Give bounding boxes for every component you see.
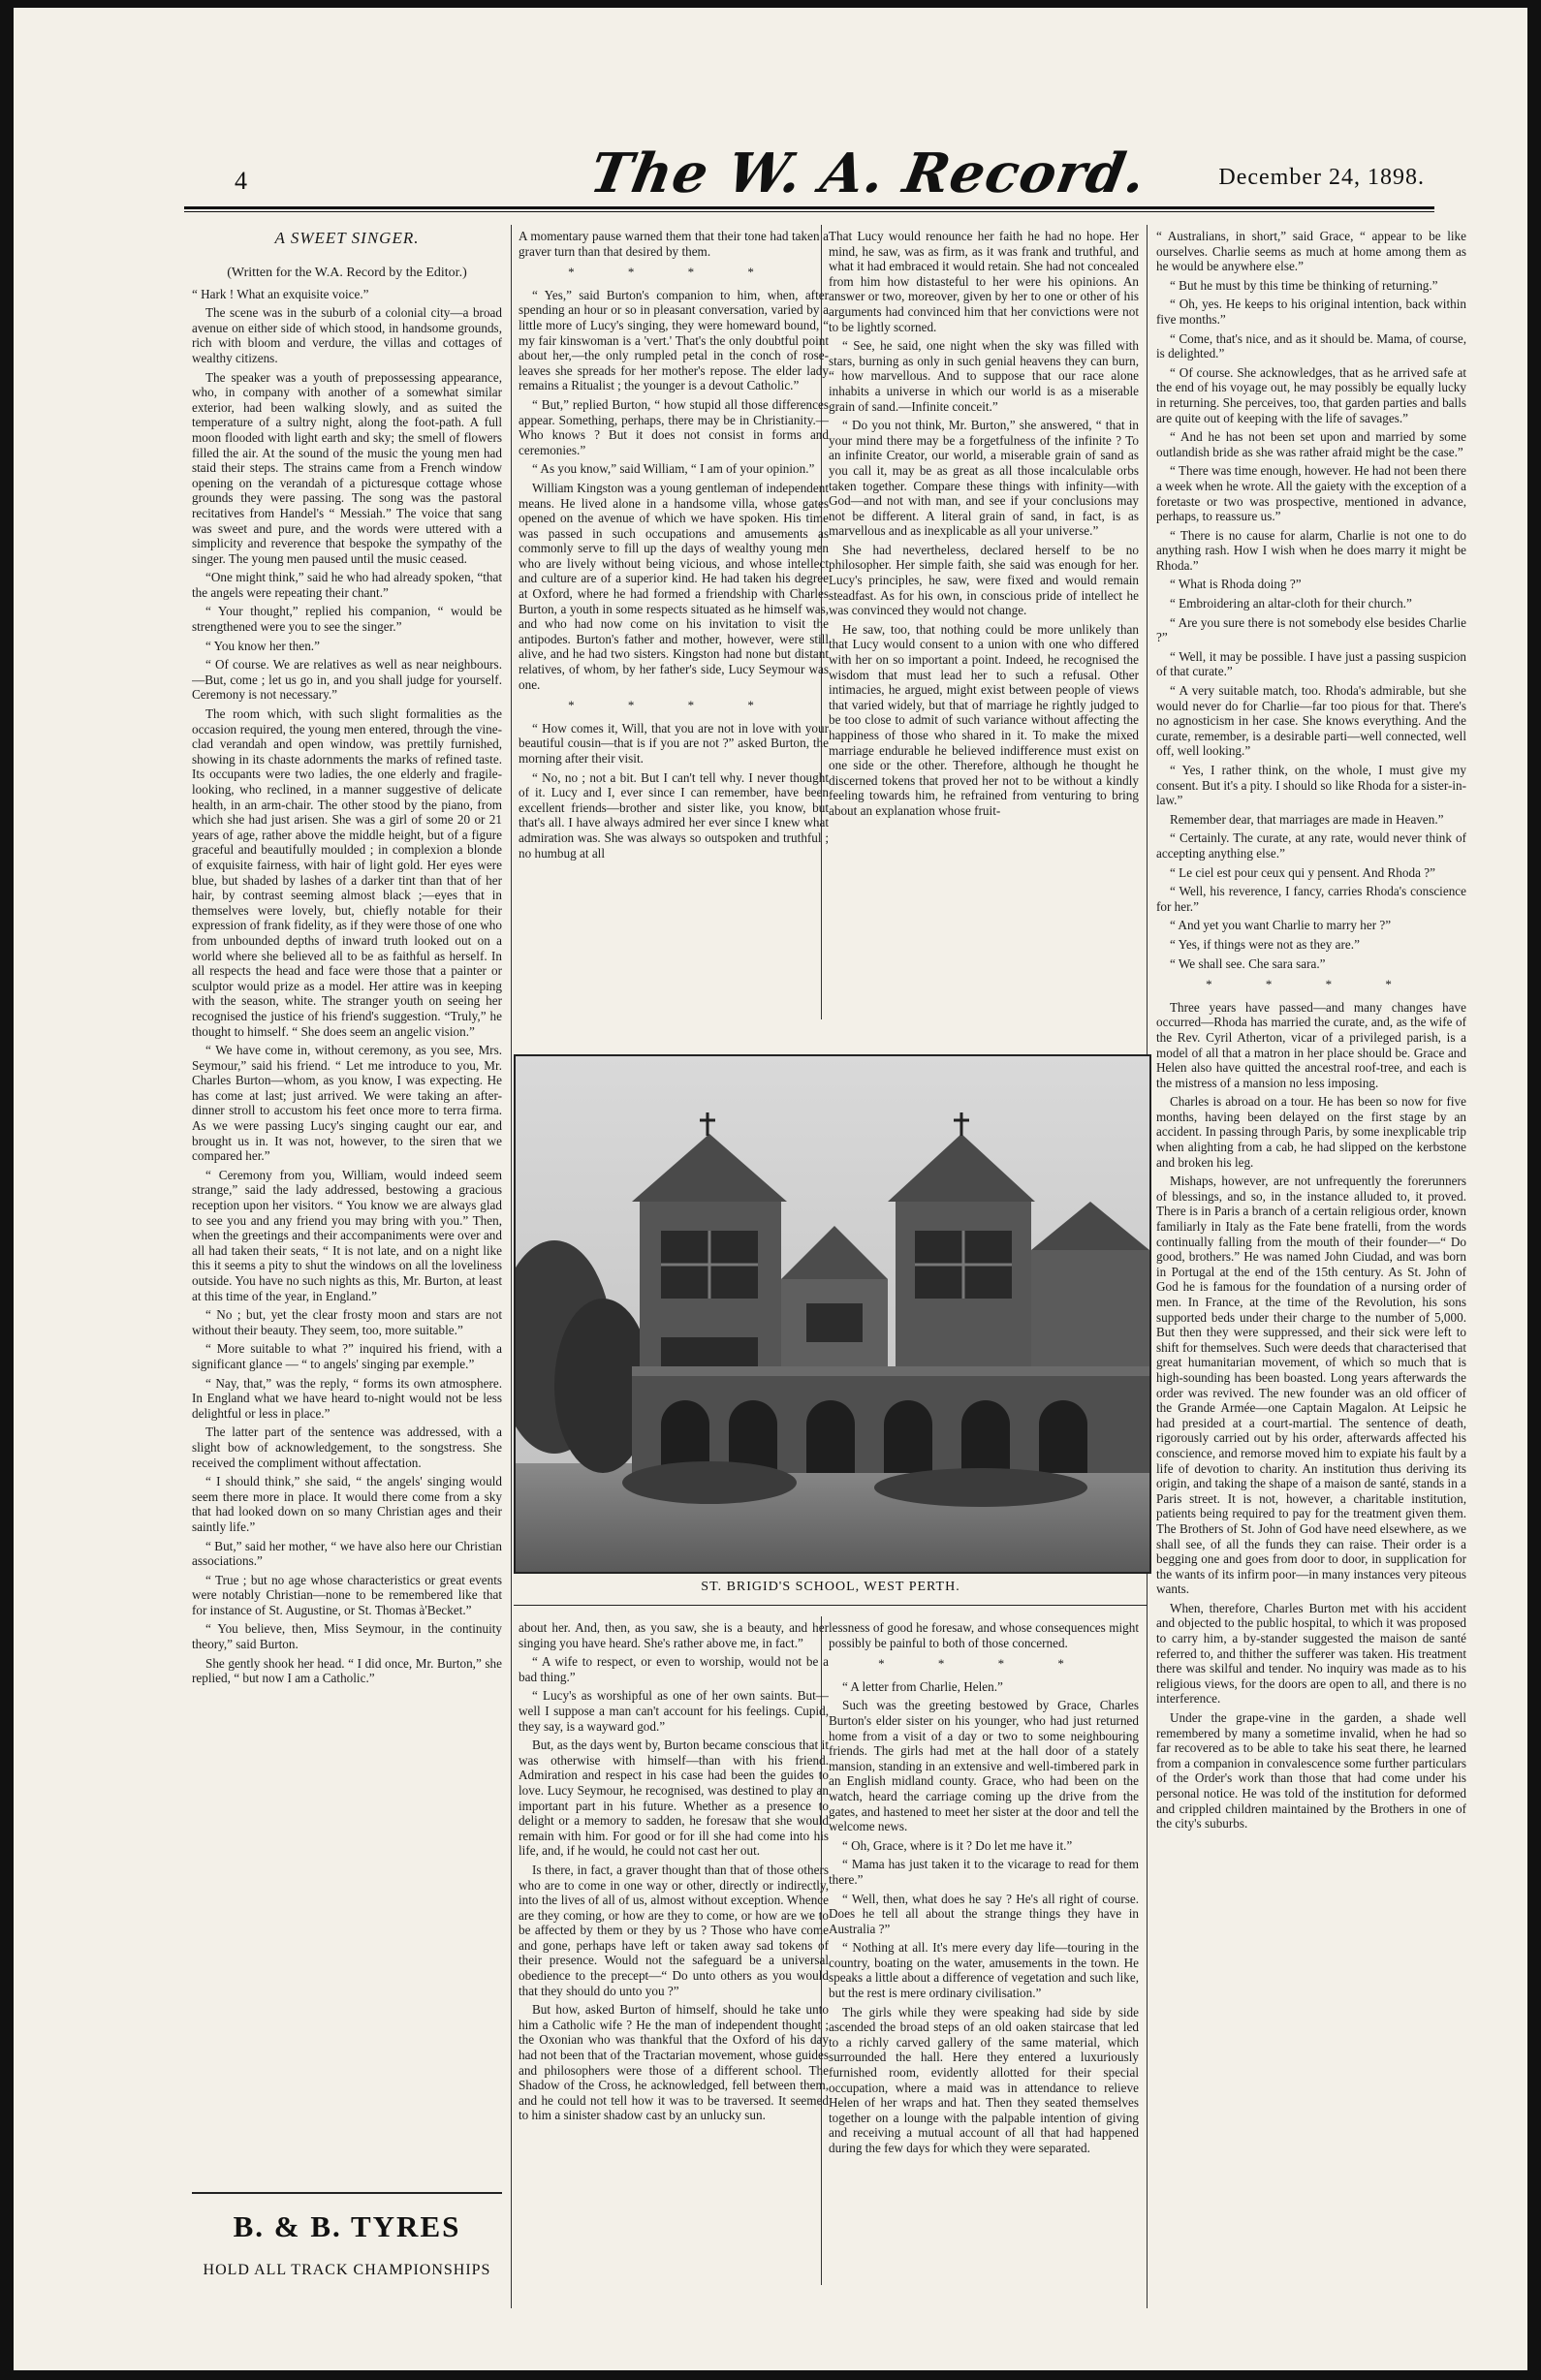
paragraph: “ Your thought,” replied his companion, “ would be strengthened were you to see the singer.” [192,604,502,635]
column-rule [511,225,512,2308]
paragraph: The latter part of the sentence was addressed, with a slight bow of acknowledgement, to the songstress. She received the compliment without affectation. [192,1425,502,1470]
paragraph: “ You know her then.” [205,638,320,653]
paragraph: “ But he must by this time be thinking of returning.” [1170,277,1438,293]
column-4 [1156,229,1466,2302]
paragraph: “ Certainly. The curate, at any rate, would never think of accepting anything else.” [1156,830,1466,861]
scan-border-left [0,0,14,2380]
paragraph: “ Well, then, what does he say ? He's all right of course. Does he tell all about the strange things they have in Australia ?” [829,1891,1139,1936]
paragraph: “ Australians, in short,” said Grace, “ appear to be like ourselves. Charlie seems as much at home among them as he would be anywhere else.” [1156,229,1466,274]
paragraph: Charles is abroad on a tour. He has been so now for five months, having been delayed on the first stage by an accident. In passing through Paris, by some inexplicable trip when alighting from a cab, he had slipped on the kerbstone and broken his leg. [1156,1094,1466,1170]
paragraph: “ As you know,” said William, “ I am of your opinion.” [532,461,815,477]
paragraph: “ No ; but, yet the clear frosty moon and stars are not without their beauty. They seem, too, more suitable.” [192,1307,502,1337]
masthead-rule [184,206,1434,209]
paragraph: lessness of good he foresaw, and whose consequences might possibly be painful to both of those concerned. [829,1620,1139,1650]
column-2 [519,229,829,1111]
paragraph: “ No, no ; not a bit. But I can't tell why. I never thought of it. Lucy and I, ever since I can remember, have been excellent friends—brother and sister like, you know, but that's all. I have always admired her ever since I knew what admiration was. She was always so outspoken and truthful ; no humbug at all [519,769,829,861]
column-4-text [1156,229,1466,1832]
paragraph: “ And yet you want Charlie to marry her ?” [1170,918,1392,933]
paragraph: “ Nay, that,” was the reply, “ forms its own atmosphere. In England what we have heard to-night would not be less delightful or less in place.” [192,1375,502,1421]
paragraph: “ Well, it may be possible. I have just a passing suspicion of that curate.” [1156,648,1466,679]
page-number: 4 [235,167,247,195]
paragraph: “ Well, his reverence, I fancy, carries Rhoda's conscience for her.” [1156,884,1466,914]
paragraph: Is there, in fact, a graver thought than that of those others who are to come in one way or other, directly or indirectly, into the lives of all of us, almost without exception. Whence are they coming, or how are they to come, or how are we to be affected by them or they by us ? Those who have come and gone, perhaps have left or taken away sad tokens of their presence. Would not the safeguard be a universal obedience to the precept—“ Do unto others as you would that they should do unto you ?” [519,1862,829,1998]
paragraph: “ True ; but no age whose characteristics or great events were notably Christian—none to be remembered like that for instance of St. Augustine, or St. Thomas à'Becket.” [192,1572,502,1617]
paragraph: “One might think,” said he who had already spoken, “that the angels were repeating their chant.” [192,570,502,600]
masthead-rule-thin [184,211,1434,212]
paragraph: “ Hark ! What an exquisite voice.” [192,286,369,301]
column-3-continued [829,1620,1139,2279]
column-1 [192,229,502,2302]
column-3 [829,229,1139,1111]
paragraph: “ Yes, if things were not as they are.” [1170,936,1360,952]
paragraph: Such was the greeting bestowed by Grace, Charles Burton's elder sister on his younger, who had just returned home from a visit of a day or two to some neighbouring friends. The girls had met at the hall door of a stately mansion, standing in an extensive and well-timbered park in an English midland county. Grace, who had been on the watch, heard the carriage coming up the drive from the gates, and hastened to meet her sister at the door and tell the welcome news. [829,1698,1139,1834]
paragraph: “ We shall see. Che sara sara.” [1170,955,1326,971]
school-building-illustration [516,1056,1149,1572]
paragraph: That Lucy would renounce her faith he had no hope. Her mind, he saw, was as firm, as it was frank and truthful, and what it had embraced it would retain. She had not concealed from him how distasteful to her were his opinions. An answer or two, moreover, given by her to one or other of his arguments had convinced him that her convictions were not to be lightly scorned. [829,229,1139,334]
column-2-continued [519,1620,829,2279]
section-separator: * * * * [1206,977,1417,992]
paragraph: “ Le ciel est pour ceux qui y pensent. And Rhoda ?” [1170,864,1435,880]
tyre-advertisement [192,2192,502,2279]
paragraph: “ A letter from Charlie, Helen.” [842,1678,1003,1694]
paragraph: The room which, with such slight formalities as the occasion required, the young men entered, through the vine-clad verandah and open window, was prettily furnished, showing in its chaste adornments the marks of refined taste. Its occupants were two ladies, the one elderly and fragile-looking, who reclined, in a manner suggestive of delicate health, in an arm-chair. The other stood by the piano, from which she had just arisen. She was a girl of some 20 or 21 years of age, rather above the middle height, but of a figure graceful and beautifully moulded ; in complexion a blonde of exquisite fairness, with hair of light gold. Her eyes were blue, but shaded by lashes of a darker tint than that of her hair, by contrast seeming almost black ;—eyes that in themselves were lovely, but, chiefly notable for their expression of frank fidelity, as if they were those of one who from unbounded depths of inward truth looked out on a world where she believed all to be as faithful as herself. In all respects the head and face were those that a painter or sculptor would prize as a model. Her attire was in keeping with the season, white. The stranger youth on seeing her recognised the justice of his friend's suggestion. “Truly,” he thought to himself. “ She does seem an angelic vision.” [192,706,502,1039]
paragraph: Remember dear, that marriages are made in Heaven.” [1170,811,1444,827]
paragraph: He saw, too, that nothing could be more unlikely than that Lucy would consent to a union with one who differed with her on so important a point. Indeed, he recognised the wisdom that must lead her to such a refusal. Other intimacies, he argued, might exist between people of views that varied widely, but that of marriage he rightly judged to be too close to admit of such variance without affecting the happiness of those who shared in it. To make the mixed marriage endurable he believed indifference must exist on one side or the other. Therefore, although he thought he discerned tokens that proved her not to be without a kindly feeling towards him, he refrained from venturing to bring about an explanation whose fruit- [829,621,1139,818]
paragraph: “ What is Rhoda doing ?” [1170,577,1302,592]
story-title: A SWEET SINGER. [274,229,420,247]
paragraph: “ Mama has just taken it to the vicarage to read for them there.” [829,1857,1139,1887]
paragraph: “ We have come in, without ceremony, as you see, Mrs. Seymour,” said his friend. “ Let me introduce to you, Mr. Charles Burton—whom, as you know, I was expecting. He has come at last; just arrived. We were taking an after-dinner stroll to accustom his feet once more to terra firma. As we were passing Lucy's singing caught our ear, and brought us in. It was not, however, to the siren that we compared her.” [192,1043,502,1164]
paragraph: The speaker was a youth of prepossessing appearance, who, in company with another of a somewhat similar exterior, had been walking slowly, and as suited the temperature of a sultry night, along the foot-path. A full moon flooded with light earth and sky; the smell of flowers filled the air. At the sound of the music the young men had staid their steps. The strains came from a French window opening on the verandah of a picturesque cottage whose grounds they were passing. The song was the pastoral recitatives from Handel's “ Messiah.” The voice that sang was sweet and pure, and the words were uttered with a simplicity and reverence that bespoke the sympathy of the singer. The young men paused until the music ceased. [192,369,502,566]
section-separator: * * * * [568,698,779,713]
story-byline: (Written for the W.A. Record by the Editor.) [227,265,467,280]
paragraph: “ Yes, I rather think, on the whole, I must give my consent. But it's a pity. I should so like Rhoda for a sister-in-law.” [1156,763,1466,808]
paragraph: “ A very suitable match, too. Rhoda's admirable, but she would never do for Charlie—far too pious for that. There's no agnosticism in her case. She knows everything. And the curate, remember, is a desirable parti—well connected, well off, well looking.” [1156,683,1466,759]
paragraph: Mishaps, however, are not unfrequently the forerunners of blessings, and so, in the instance alluded to, it proved. There is in Paris a branch of a certain religious order, known familiarly in Italy as the Fate bene fratelli, from the words continually falling from the mouth of their founder—“ Do good, brothers.” He was named John Ciudad, and was born in Portugal at the end of the 15th century. As St. John of God he is famous for the foundation of a nursing order of men. In France, at the time of the Revolution, his sons supported beds under their charge to the number of 5,000. But then they were suppressed, and their sick were left to shift for themselves. Such were deeds that characterised that great humanitarian movement, of which so much that is high-sounding has been boasted. Long years afterwards the order was revived. The new founder was an old officer of the Grande Armée—one Captain Magalon. At Leipsic he had presided at a court-martial. The sentence of death, rigorously carried out by his order, afterwards affected his conscience, and remorse moved him to expiate his fault by a life of devotion to charity. An institution thus deriving its origin, and taking the shape of a maison de santé, stands in a Paris street. It is not, however, a charitable institution, patients being required to pay for the treatment given them. The Brothers of St. John of God have need elsewhere, as we shall see, of all the funds they can raise. Their order is a begging one and goes from door to door, in supplication for the wants of its infirm poor—in many instances very piteous wants. [1156,1174,1466,1597]
paragraph: “ Of course. We are relatives as well as near neighbours.—But, come ; let us go in, and you shall judge for yourself. Ceremony is not necessary.” [192,657,502,703]
paragraph: “ Come, that's nice, and as it should be. Mama, of course, is delighted.” [1156,330,1466,361]
paragraph: Under the grape-vine in the garden, a shade well remembered by many a sometime invalid, when he had so far recovered as to be able to take his seat there, he learned from a companion in convalescence some further particulars of the Order's work than those that had come under his personal notice. He was told of the institution for deformed and crippled children maintained by the Brothers in one of the city's suburbs. [1156,1710,1466,1832]
issue-date: December 24, 1898. [1218,165,1425,190]
paragraph: “ Nothing at all. It's mere every day life—touring in the country, boating on the water, amusements in the town. He speaks a little about a difference of vegetation and such like, but the rest is mere ordinary civilisation.” [829,1940,1139,2001]
paragraph: When, therefore, Charles Burton met with his accident and objected to the public hospital, to which it was proposed to carry him, a by-stander suggested the maison de santé referred to, and thither the sufferer was taken. His treatment there was skilful and tender. No inquiry was made as to his religious views, for the doors are open to all, and there is no interference. [1156,1600,1466,1707]
paragraph: “ Are you sure there is not somebody else besides Charlie ?” [1156,614,1466,645]
paragraph: “ Oh, Grace, where is it ? Do let me have it.” [842,1837,1073,1853]
paragraph: “ Of course. She acknowledges, that as he arrived safe at the end of his voyage out, he may possibly be equally lucky in returning. She perceives, too, that garden parties and balls are quite out of keeping with the life of savages.” [1156,364,1466,425]
section-separator: * * * * [878,1656,1089,1672]
paragraph: She gently shook her head. “ I did once, Mr. Burton,” she replied, “ but now I am a Catholic.” [192,1655,502,1686]
photo-caption: ST. BRIGID'S SCHOOL, WEST PERTH. [701,1580,960,1594]
paper-title: The W. A. Record. [585,141,1151,205]
scan-border-top [0,0,1541,8]
paragraph: “ But,” said her mother, “ we have also here our Christian associations.” [192,1538,502,1569]
paragraph: “ You believe, then, Miss Seymour, in the continuity theory,” said Burton. [192,1621,502,1652]
advert-rule [192,2192,502,2194]
advert-heading: B. & B. TYRES [233,2209,461,2243]
paragraph: But how, asked Burton of himself, should he take unto him a Catholic wife ? He the man of independent thought ; the Oxonian who was thankful that the Oxford of his day had not been that of the Tractarian movement, whose guides and philosophers were those of a different school. The Shadow of the Cross, he acknowledged, fell between them, and he could not tell how it was to be traversed. It seemed to him a sinister shadow cast by an unlucky sun. [519,2002,829,2123]
paragraph: “ Oh, yes. He keeps to his original intention, back within five months.” [1156,297,1466,327]
section-separator: * * * * [568,265,779,280]
paragraph: Three years have passed—and many changes have occurred—Rhoda has married the curate, and, as the wife of the Rev. Cyril Atherton, vicar of a privileged parish, is a model of all that a matron in her place should be. Grace and Helen also have quitted the ancestral roof-tree, and each is the mistress of a mansion no less imposing. [1156,999,1466,1090]
paragraph: “ Embroidering an altar-cloth for their church.” [1170,596,1412,611]
paragraph: “ Do you not think, Mr. Burton,” she answered, “ that in your mind there may be a forgetfulness of the infinite ? To an infinite Creator, our world, a miserable grain of sand as you call it, may be as great as all those incalculable orbs taken together. Compare these things with infinity—with God—and not with man, and see if your conclusions may not be different. A literal grain of sand, in fact, is as marvellous and as inexplicable as all your universe.” [829,418,1139,539]
caption-rule [514,1605,1148,1606]
advert-subheading: HOLD ALL TRACK CHAMPIONSHIPS [203,2262,491,2278]
masthead [184,141,1425,205]
paragraph: The girls while they were speaking had side by side ascended the broad steps of an old oaken staircase that led to a richly carved gallery of the same material, which surrounded the hall. Here they entered a luxuriously furnished room, evidently allotted for their special occupation, where a maid was in attendance to relieve Helen of her wraps and hat. Then they seated themselves together on a lounge with the palpable intention of giving and receiving a mutual account of all that had happened during the few days for which they were separated. [829,2004,1139,2155]
paragraph: “ And he has not been set upon and married by some outlandish bride as she was rather afraid might be the case.” [1156,429,1466,459]
paragraph: William Kingston was a young gentleman of independent means. He lived alone in a handsome villa, whose gates opened on the avenue of which we have spoken. His time was passed in such occupations and amusements as commonly serve to fill up the days of wealthy young men who are lively without being vicious, and whose intellect and culture are of a superior kind. He had taken his degree at Oxford, where he had formed a friendship with Charles Burton, a youth in some respects situated as he himself was, and who had now come on his invitation to visit the antipodes. Burton's father and mother, however, were still alive, and he had two sisters. Kingston had none but distant relatives, of whom, by her father's side, Lucy Seymour was one. [519,480,829,692]
paragraph: “ But,” replied Burton, “ how stupid all those differences appear. Something, perhaps, there may be in Christianity.—Who knows ? But it does not consist in forms and ceremonies.” [519,396,829,457]
paragraph: A momentary pause warned them that their tone had taken a graver turn than that desired by them. [519,229,829,259]
paragraph: “ There is no cause for alarm, Charlie is not one to do anything rash. How I wish when he does marry it might be Rhoda.” [1156,527,1466,573]
paragraph: The scene was in the suburb of a colonial city—a broad avenue on either side of which stood, in handsome grounds, rich with bloom and verdure, the villas and cottages of wealthy citizens. [192,305,502,365]
paragraph: “ Ceremony from you, William, would indeed seem strange,” said the lady addressed, bestowing a gracious reception upon her visitors. “ You know we are always glad to see you and any friend you may bring with you.” Then, when the greetings and their accompaniments were over and all had taken their seats, “ It is not late, and on a night like this it seems a pity to shut the windows on all the loveliness outside. You have no such nights as this, Mr. Burton, at least at this time of the year, in England.” [192,1167,502,1303]
scan-border-right [1527,0,1541,2380]
paragraph: “ I should think,” she said, “ the angels' singing would seem there more in place. It would there come from a sky that had looked down on so many Christian ages and their saintly life.” [192,1474,502,1534]
paragraph: “ A wife to respect, or even to worship, would not be a bad thing.” [519,1654,829,1684]
paragraph: “ How comes it, Will, that you are not in love with your beautiful cousin—that is if you are not ?” asked Burton, the morning after their visit. [519,720,829,766]
scan-border-bottom [0,2370,1541,2380]
paragraph: “ See, he said, one night when the sky was filled with stars, burning as only in such genial heavens they can burn, “ how marvellous. And to suppose that our race alone inhabits a universe in which our world is as a miserable grain of sand.—Infinite conceit.” [829,338,1139,414]
paragraph: She had nevertheless, declared herself to be no philosopher. Her simple faith, she said was enough for her. Lucy's principles, he saw, were fixed and would remain steadfast. As for his own, in conscious pride of intellect he was convinced they would not change. [829,542,1139,618]
paragraph: But, as the days went by, Burton became conscious that it was otherwise with himself—than with his friend. Admiration and respect in his case had been the guides to love. Lucy Seymour, he recognised, was destined to play an important part in his future. Whether as a presence to delight or a memory to sadden, he foresaw that she would remain with him. For good or for ill she had come into his life, and, if he would, he could not cast her out. [519,1738,829,1859]
paragraph: “ More suitable to what ?” inquired his friend, with a significant glance — “ to angels' singing par exemple.” [192,1341,502,1371]
paragraph: about her. And, then, as you saw, she is a beauty, and her singing you have heard. She's rather above me, in fact.” [519,1620,829,1650]
paragraph: “ There was time enough, however. He had not been there a week when he wrote. All the gaiety with the exception of a foretaste or two was prospective, mentioned in advance, perhaps, to reassure us.” [1156,463,1466,524]
school-photograph [514,1054,1151,1574]
column-1-text [192,287,502,1686]
paragraph: “ Yes,” said Burton's companion to him, when, after spending an hour or so in pleasant conversation, varied by a little more of Lucy's singing, they were homeward bound, “ my fair kinswoman is a 'vert.' That's the only doubtful point about her,—the only rumpled petal in the conch of rose-leaves she spreads for her mother's repose. The elder lady remains a Ritualist ; the younger is a devout Catholic.” [519,287,829,393]
paragraph: “ Lucy's as worshipful as one of her own saints. But—well I suppose a man can't account for his feelings. Cupid, they say, is a wayward god.” [519,1688,829,1734]
